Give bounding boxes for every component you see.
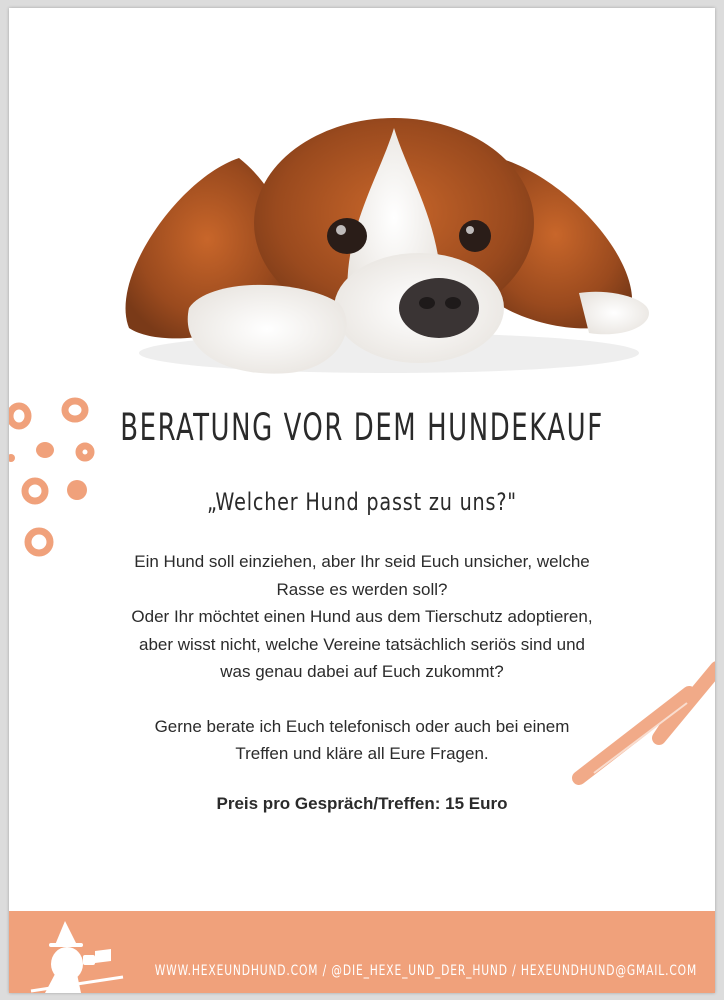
witch-logo-icon <box>25 919 125 993</box>
footer-bar <box>9 911 715 993</box>
body-line: Ein Hund soll einziehen, aber Ihr seid Euch unsicher, welche <box>134 552 590 571</box>
flyer-page <box>9 8 715 993</box>
body-line: Oder Ihr möchtet einen Hund aus dem Tierschutz adoptieren, <box>131 607 593 626</box>
subtitle-question: „Welcher Hund passt zu uns?" <box>207 488 517 516</box>
body-line: Rasse es werden soll? <box>276 579 448 599</box>
body-line: Gerne berate ich Euch telefonisch oder auch bei einem <box>154 716 570 736</box>
body-line: Treffen und kläre all Eure Fragen. <box>235 744 489 763</box>
body-line: was genau dabei auf Euch zukommt? <box>220 662 504 681</box>
puppy-photo <box>9 8 715 388</box>
contact-line[interactable]: WWW.HEXEUNDHUND.COM / @DIE_HEXE_UND_DER_HUND / HEXEUNDHUND@GMAIL.COM <box>154 963 697 979</box>
body-text <box>69 548 655 768</box>
page-title: BERATUNG VOR DEM HUNDEKAUF <box>120 406 604 449</box>
price-line: Preis pro Gespräch/Treffen: 15 Euro <box>216 794 508 813</box>
body-line: aber wisst nicht, welche Vereine tatsächlich seriös sind und <box>138 634 585 654</box>
